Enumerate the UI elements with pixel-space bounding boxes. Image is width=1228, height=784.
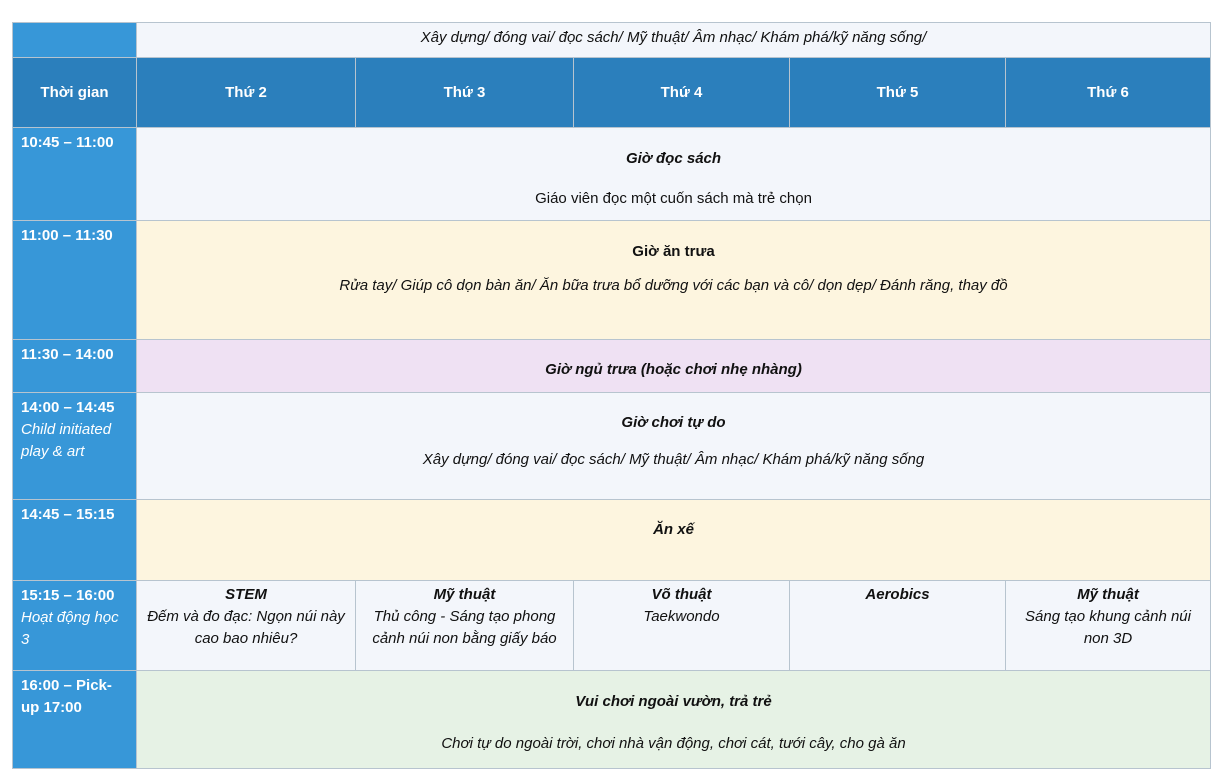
header-day-mon: Thứ 2 xyxy=(136,57,356,128)
activity-cell-thu xyxy=(789,580,1006,671)
header-time: Thời gian xyxy=(12,57,137,128)
time-sublabel: Child initiated play & art xyxy=(21,421,112,460)
freeplay-cell xyxy=(136,392,1211,500)
reading-desc: Giáo viên đọc một cuốn sách mà trẻ chọn xyxy=(535,190,812,207)
outdoor-cell xyxy=(136,670,1211,769)
time-label: 11:00 – 11:30 xyxy=(21,227,113,244)
activity-title: STEM xyxy=(225,586,267,603)
time-reading xyxy=(12,127,137,221)
lunch-desc: Rửa tay/ Giúp cô dọn bàn ăn/ Ăn bữa trưa bổ dưỡng với các bạn và cô/ dọn dẹp/ Đánh răng, thay đồ xyxy=(339,277,1008,294)
activity-title: Aerobics xyxy=(865,586,930,603)
time-sublabel: Hoạt động học 3 xyxy=(21,609,119,648)
activity-cell-wed xyxy=(573,580,790,671)
nap-cell xyxy=(136,339,1211,393)
outdoor-title: Vui chơi ngoài vườn, trả trẻ xyxy=(575,693,772,710)
activity-title: Võ thuật xyxy=(651,586,712,603)
snack-cell xyxy=(136,499,1211,581)
top-activities-banner: Xây dựng/ đóng vai/ đọc sách/ Mỹ thuật/ Âm nhạc/ Khám phá/kỹ năng sống/ xyxy=(136,22,1211,58)
top-time-cell xyxy=(12,22,137,58)
nap-title: Giờ ngủ trưa (hoặc chơi nhẹ nhàng) xyxy=(545,361,802,378)
header-day-thu: Thứ 5 xyxy=(789,57,1006,128)
time-label: 16:00 – Pick-up 17:00 xyxy=(21,677,112,716)
activity-title: Mỹ thuật xyxy=(1077,586,1139,603)
header-day-tue: Thứ 3 xyxy=(355,57,574,128)
lunch-title: Giờ ăn trưa xyxy=(632,243,715,260)
activity-cell-mon xyxy=(136,580,356,671)
activity-desc: Taekwondo xyxy=(643,608,720,625)
time-label: 14:45 – 15:15 xyxy=(21,506,115,523)
lunch-cell xyxy=(136,220,1211,340)
freeplay-title: Giờ chơi tự do xyxy=(621,414,726,431)
time-outdoor xyxy=(12,670,137,769)
time-activity xyxy=(12,580,137,671)
reading-cell xyxy=(136,127,1211,221)
activity-title: Mỹ thuật xyxy=(433,586,496,603)
time-lunch xyxy=(12,220,137,340)
time-label: 10:45 – 11:00 xyxy=(21,134,114,151)
freeplay-desc: Xây dựng/ đóng vai/ đọc sách/ Mỹ thuật/ Âm nhạc/ Khám phá/kỹ năng sống xyxy=(422,451,925,468)
reading-title: Giờ đọc sách xyxy=(625,150,722,167)
time-label: 14:00 – 14:45 xyxy=(21,399,115,416)
time-freeplay xyxy=(12,392,137,500)
outdoor-desc: Chơi tự do ngoài trời, chơi nhà vận động, chơi cát, tưới cây, cho gà ăn xyxy=(441,735,906,752)
time-nap xyxy=(12,339,137,393)
activity-desc: Sáng tạo khung cảnh núi non 3D xyxy=(1025,608,1191,647)
activity-desc: Thủ công - Sáng tạo phong cảnh núi non bằng giấy báo xyxy=(372,608,557,647)
header-day-wed: Thứ 4 xyxy=(573,57,790,128)
header-day-fri: Thứ 6 xyxy=(1005,57,1211,128)
time-label: 15:15 – 16:00 xyxy=(21,587,115,604)
activity-cell-tue xyxy=(355,580,574,671)
snack-title: Ăn xế xyxy=(653,521,694,538)
time-label: 11:30 – 14:00 xyxy=(21,346,114,363)
activity-cell-fri xyxy=(1005,580,1211,671)
time-snack xyxy=(12,499,137,581)
activity-desc: Đếm và đo đạc: Ngọn núi này cao bao nhiêu? xyxy=(147,608,345,647)
